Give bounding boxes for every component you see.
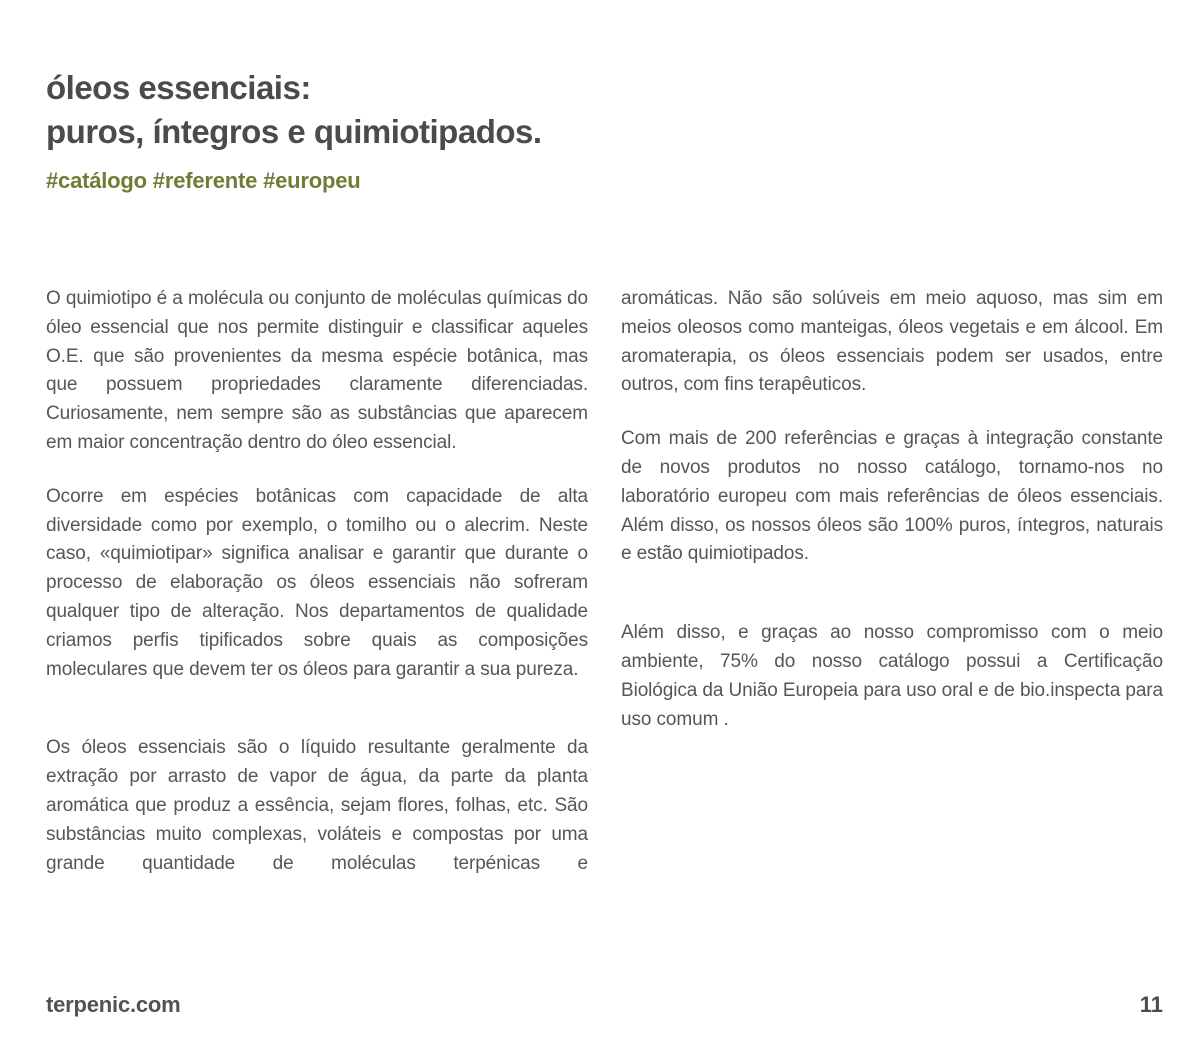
paragraph-certificacao-biologica: Além disso, e graças ao nosso compromisso com o meio ambiente, 75% do nosso catálogo possui a Certificação Biológica da União Europeia para uso oral e de bio.inspecta para uso comum .: [621, 622, 1163, 730]
page-footer: [46, 992, 1163, 1018]
paragraph-liquido-resultante: Os óleos essenciais são o líquido resultante geralmente da extração por arrasto de vapor de água, da parte da planta aromática que produz a essência, sejam flores, folhas, etc. São substâncias muito complexas, voláteis e compostas por uma grande quantidade de moléculas terpénicas e: [46, 737, 588, 874]
page-title-line-2: puros, íntegros e quimiotipados.: [46, 113, 542, 150]
page-number: 11: [1139, 992, 1163, 1017]
body-columns: [46, 285, 1163, 878]
left-column: [46, 285, 588, 878]
right-column: [621, 285, 1163, 878]
paragraph-especies-botanicas: Ocorre em espécies botânicas com capacidade de alta diversidade como por exemplo, o tomilho ou o alecrim. Neste caso, «quimiotipar» significa analisar e garantir que durante o processo de elaboração os óleos essenciais não sofreram qualquer tipo de alteração. Nos departamentos de qualidade criamos perfis tipificados sobre quais as composições moleculares que devem ter os óleos para garantir a sua pureza.: [46, 485, 588, 680]
paragraph-quimiotipo: O quimiotipo é a molécula ou conjunto de moléculas químicas do óleo essencial que nos permite distinguir e classificar aqueles O.E. que são provenientes da mesma espécie botânica, mas que possuem propriedades claramente diferenciadas. Curiosamente, nem sempre são as substâncias que aparecem em maior concentração dentro do óleo essencial.: [46, 288, 588, 453]
hashtags: #catálogo #referente #europeu: [46, 168, 361, 193]
page-title: [46, 66, 846, 154]
page-header: [46, 66, 846, 196]
page-title-line-1: óleos essenciais:: [46, 69, 311, 106]
website-url: terpenic.com: [46, 992, 181, 1017]
paragraph-200-referencias: Com mais de 200 referências e graças à integração constante de novos produtos no nosso catálogo, tornamo-nos no laboratório europeu com mais referências de óleos essenciais. Além disso, os nossos óleos são 100% puros, íntegros, naturais e estão quimiotipados.: [621, 428, 1163, 565]
paragraph-aromaticas: aromáticas. Não são solúveis em meio aquoso, mas sim em meios oleosos como manteigas, óleos vegetais e em álcool. Em aromaterapia, os óleos essenciais podem ser usados, entre outros, com fins terapêuticos.: [621, 288, 1163, 396]
